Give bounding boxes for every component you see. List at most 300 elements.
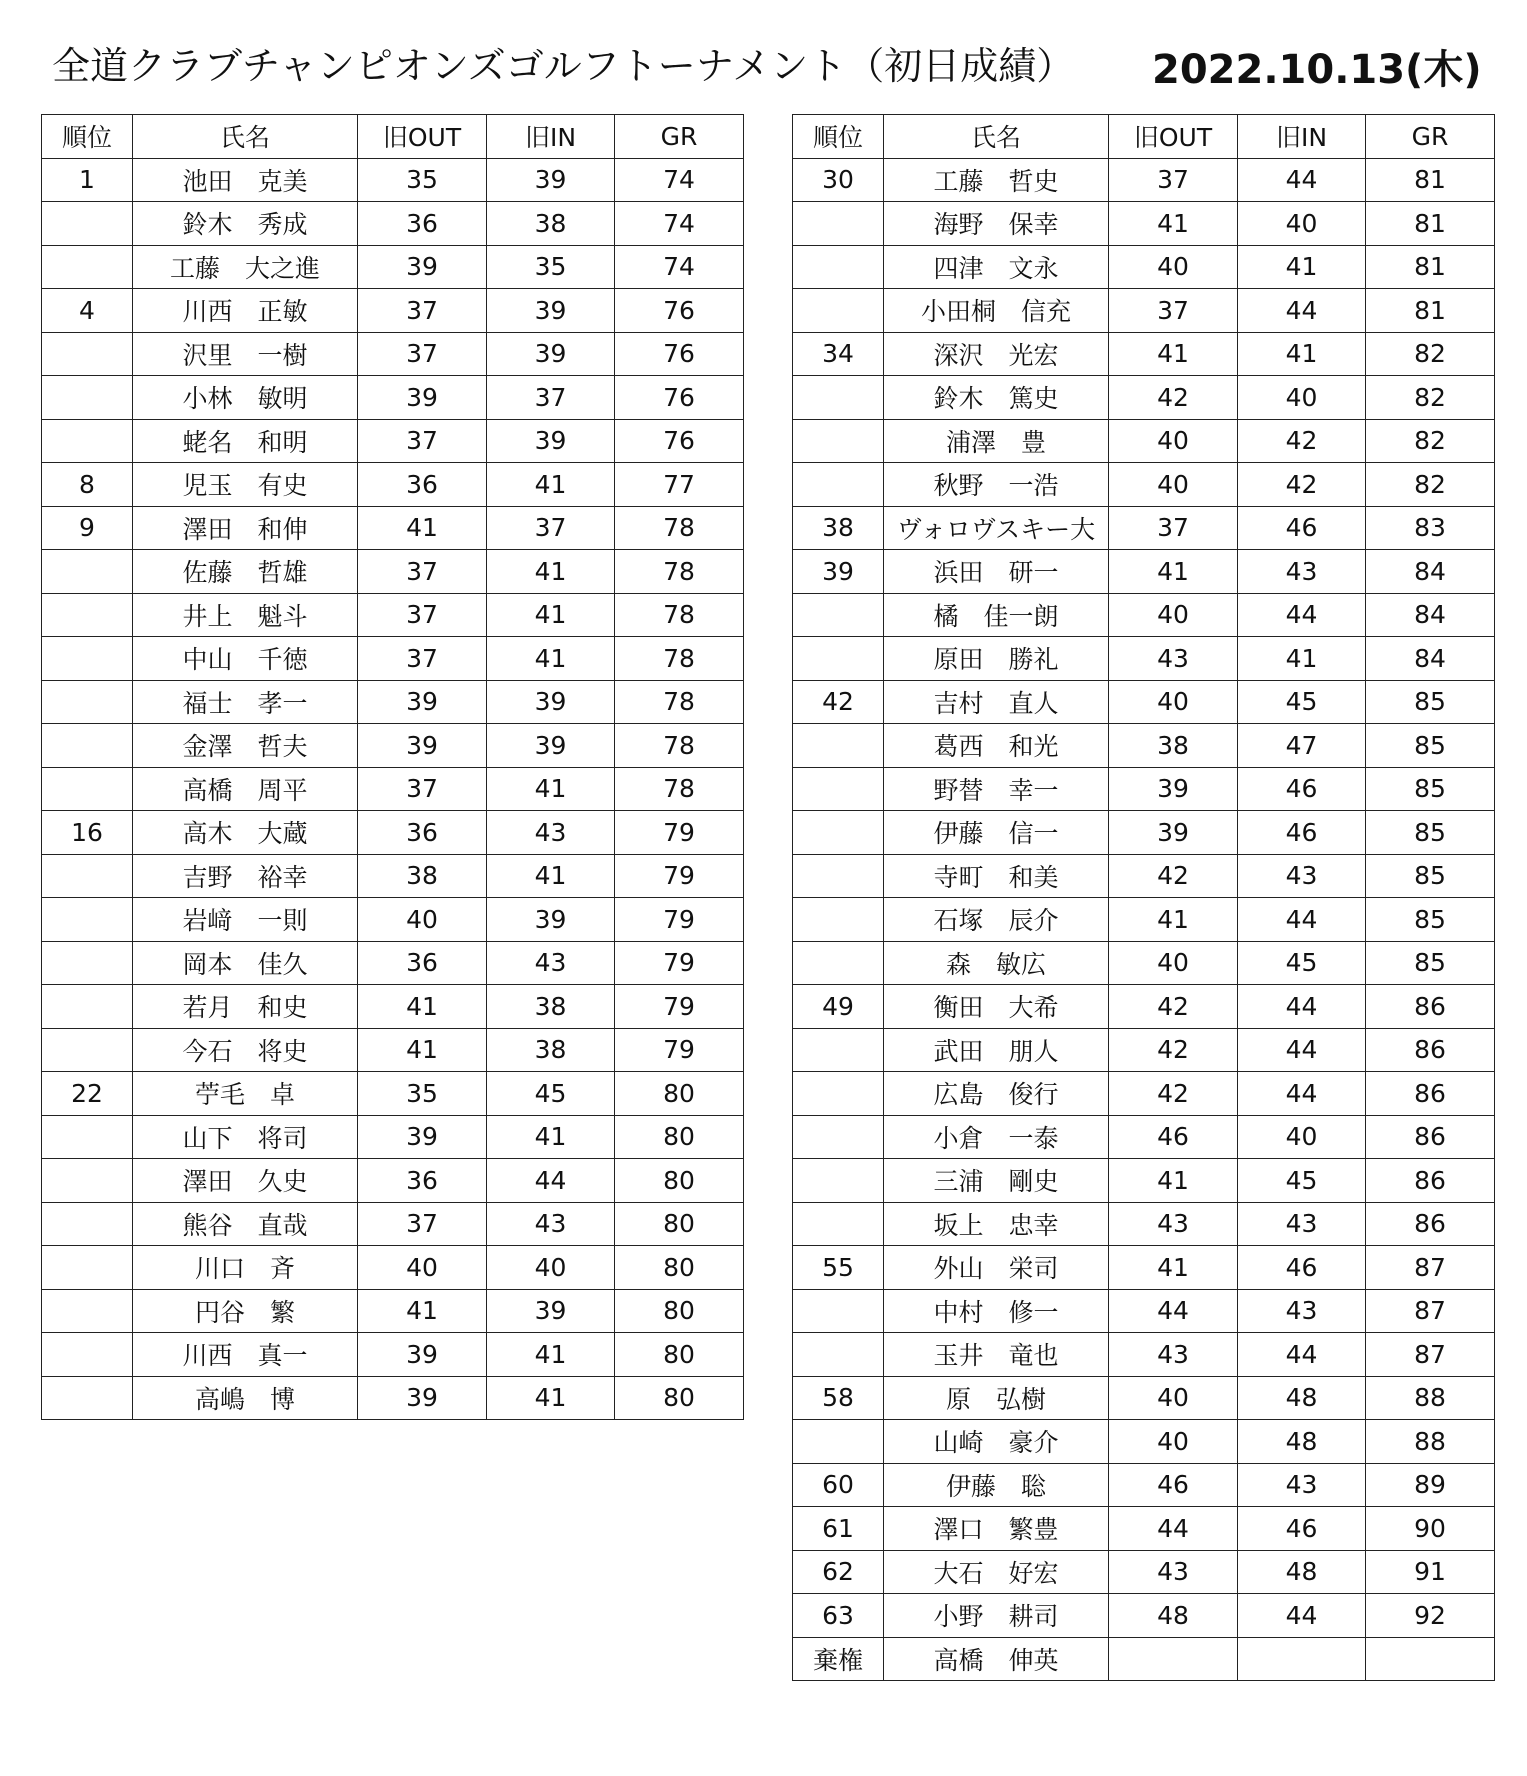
- rank-cell: [42, 1115, 133, 1159]
- name-cell: 三浦 剛史: [884, 1159, 1109, 1203]
- rank-cell: [42, 332, 133, 376]
- rank-cell: 58: [793, 1376, 884, 1420]
- name-cell: 四津 文永: [884, 245, 1109, 289]
- out-score-cell: 40: [358, 1246, 487, 1290]
- rank-cell: 34: [793, 332, 884, 376]
- rank-cell: [793, 376, 884, 420]
- table-row: [42, 811, 744, 855]
- rank-cell: [42, 637, 133, 681]
- in-score-cell: 43: [487, 811, 615, 855]
- gross-score-cell: 85: [1366, 724, 1495, 768]
- out-score-cell: 36: [358, 1159, 487, 1203]
- name-cell: 井上 魁斗: [133, 593, 358, 637]
- table-row: [42, 1289, 744, 1333]
- rank-cell: 39: [793, 550, 884, 594]
- name-cell: 原 弘樹: [884, 1376, 1109, 1420]
- gross-score-cell: 76: [615, 419, 744, 463]
- gross-score-cell: 79: [615, 898, 744, 942]
- table-row: [793, 1028, 1495, 1072]
- header-rank: 順位: [793, 115, 884, 159]
- rank-cell: [793, 724, 884, 768]
- gross-score-cell: 78: [615, 593, 744, 637]
- table-row: [793, 767, 1495, 811]
- out-score-cell: 40: [1109, 1376, 1238, 1420]
- table-row: [793, 1420, 1495, 1464]
- name-cell: 川口 斉: [133, 1246, 358, 1290]
- rank-cell: [42, 376, 133, 420]
- name-cell: 岩﨑 一則: [133, 898, 358, 942]
- in-score-cell: 43: [487, 1202, 615, 1246]
- rank-cell: [42, 1202, 133, 1246]
- name-cell: 熊谷 直哉: [133, 1202, 358, 1246]
- gross-score-cell: 80: [615, 1289, 744, 1333]
- name-cell: 池田 克美: [133, 158, 358, 202]
- results-table-left: [41, 114, 744, 1420]
- out-score-cell: 37: [358, 419, 487, 463]
- rank-cell: [793, 202, 884, 246]
- name-cell: 葛西 和光: [884, 724, 1109, 768]
- table-row: [793, 419, 1495, 463]
- in-score-cell: 40: [487, 1246, 615, 1290]
- in-score-cell: 39: [487, 680, 615, 724]
- gross-score-cell: 74: [615, 245, 744, 289]
- out-score-cell: 41: [1109, 1246, 1238, 1290]
- gross-score-cell: 74: [615, 202, 744, 246]
- header-gr: GR: [615, 115, 744, 159]
- name-cell: 海野 保幸: [884, 202, 1109, 246]
- in-score-cell: 44: [1238, 1594, 1366, 1638]
- table-row: [42, 1376, 744, 1420]
- out-score-cell: 35: [358, 1072, 487, 1116]
- table-row: [42, 463, 744, 507]
- header-in: 旧IN: [1238, 115, 1366, 159]
- rank-cell: [42, 1376, 133, 1420]
- rank-cell: [42, 767, 133, 811]
- table-row: [793, 376, 1495, 420]
- out-score-cell: 41: [1109, 898, 1238, 942]
- name-cell: 高橋 伸英: [884, 1637, 1109, 1681]
- table-row: [793, 1159, 1495, 1203]
- rank-cell: 42: [793, 680, 884, 724]
- out-score-cell: 42: [1109, 854, 1238, 898]
- in-score-cell: 35: [487, 245, 615, 289]
- gross-score-cell: 91: [1366, 1550, 1495, 1594]
- out-score-cell: 39: [358, 376, 487, 420]
- out-score-cell: 41: [1109, 332, 1238, 376]
- gross-score-cell: 80: [615, 1376, 744, 1420]
- rank-cell: 38: [793, 506, 884, 550]
- header-row: [793, 115, 1495, 159]
- gross-score-cell: 86: [1366, 1159, 1495, 1203]
- gross-score-cell: 81: [1366, 202, 1495, 246]
- rank-cell: [42, 1333, 133, 1377]
- table-row: [793, 1289, 1495, 1333]
- gross-score-cell: 88: [1366, 1420, 1495, 1464]
- in-score-cell: 41: [487, 854, 615, 898]
- out-score-cell: 41: [1109, 1159, 1238, 1203]
- in-score-cell: 37: [487, 376, 615, 420]
- out-score-cell: 36: [358, 202, 487, 246]
- in-score-cell: 44: [1238, 985, 1366, 1029]
- rank-cell: 9: [42, 506, 133, 550]
- in-score-cell: 43: [1238, 550, 1366, 594]
- name-cell: 坂上 忠幸: [884, 1202, 1109, 1246]
- gross-score-cell: 84: [1366, 637, 1495, 681]
- rank-cell: [793, 1333, 884, 1377]
- gross-score-cell: 82: [1366, 332, 1495, 376]
- table-row: [793, 289, 1495, 333]
- name-cell: 寺町 和美: [884, 854, 1109, 898]
- table-row: [793, 506, 1495, 550]
- name-cell: 鈴木 篤史: [884, 376, 1109, 420]
- out-score-cell: 37: [1109, 289, 1238, 333]
- table-row: [793, 245, 1495, 289]
- table-row: [793, 202, 1495, 246]
- out-score-cell: 41: [358, 1028, 487, 1072]
- name-cell: 澤田 和伸: [133, 506, 358, 550]
- gross-score-cell: 85: [1366, 680, 1495, 724]
- out-score-cell: 43: [1109, 637, 1238, 681]
- page-title: 全道クラブチャンピオンズゴルフトーナメント（初日成績）: [52, 44, 1075, 88]
- gross-score-cell: 78: [615, 680, 744, 724]
- rank-cell: [793, 1115, 884, 1159]
- rank-cell: [793, 1072, 884, 1116]
- table-row: [42, 941, 744, 985]
- table-row: [793, 1637, 1495, 1681]
- rank-cell: [793, 1420, 884, 1464]
- name-cell: 森 敏広: [884, 941, 1109, 985]
- event-date: 2022.10.13(木): [1152, 47, 1482, 93]
- table-row: [793, 941, 1495, 985]
- rank-cell: [793, 1159, 884, 1203]
- in-score-cell: 39: [487, 1289, 615, 1333]
- gross-score-cell: 76: [615, 376, 744, 420]
- in-score-cell: 45: [487, 1072, 615, 1116]
- in-score-cell: 44: [1238, 1333, 1366, 1377]
- out-score-cell: 41: [1109, 550, 1238, 594]
- gross-score-cell: 80: [615, 1072, 744, 1116]
- gross-score-cell: 88: [1366, 1376, 1495, 1420]
- in-score-cell: 42: [1238, 419, 1366, 463]
- rank-cell: [42, 680, 133, 724]
- results-body-left: [42, 158, 744, 1420]
- gross-score-cell: 82: [1366, 463, 1495, 507]
- rank-cell: [42, 1159, 133, 1203]
- rank-cell: [42, 854, 133, 898]
- in-score-cell: 41: [487, 593, 615, 637]
- table-row: [42, 419, 744, 463]
- in-score-cell: 39: [487, 158, 615, 202]
- name-cell: 衡田 大希: [884, 985, 1109, 1029]
- rank-cell: [793, 245, 884, 289]
- name-cell: 秋野 一浩: [884, 463, 1109, 507]
- rank-cell: [42, 724, 133, 768]
- name-cell: 浦澤 豊: [884, 419, 1109, 463]
- in-score-cell: 48: [1238, 1376, 1366, 1420]
- header-out: 旧OUT: [1109, 115, 1238, 159]
- name-cell: 外山 栄司: [884, 1246, 1109, 1290]
- in-score-cell: 41: [1238, 332, 1366, 376]
- name-cell: 吉村 直人: [884, 680, 1109, 724]
- header-rank: 順位: [42, 115, 133, 159]
- name-cell: 小野 耕司: [884, 1594, 1109, 1638]
- in-score-cell: 41: [487, 463, 615, 507]
- rank-cell: 4: [42, 289, 133, 333]
- out-score-cell: 37: [358, 550, 487, 594]
- in-score-cell: 41: [487, 550, 615, 594]
- in-score-cell: 44: [1238, 593, 1366, 637]
- rank-cell: [42, 941, 133, 985]
- table-row: [793, 1202, 1495, 1246]
- table-row: [42, 506, 744, 550]
- rank-cell: [793, 1202, 884, 1246]
- out-score-cell: 41: [1109, 202, 1238, 246]
- out-score-cell: 42: [1109, 1072, 1238, 1116]
- in-score-cell: 46: [1238, 1246, 1366, 1290]
- in-score-cell: 41: [487, 1115, 615, 1159]
- rank-cell: [42, 1028, 133, 1072]
- in-score-cell: 41: [487, 767, 615, 811]
- rank-cell: 55: [793, 1246, 884, 1290]
- out-score-cell: 41: [358, 985, 487, 1029]
- rank-cell: 61: [793, 1507, 884, 1551]
- table-row: [793, 1333, 1495, 1377]
- rank-cell: 棄権: [793, 1637, 884, 1681]
- in-score-cell: 44: [487, 1159, 615, 1203]
- gross-score-cell: 86: [1366, 1028, 1495, 1072]
- table-row: [793, 463, 1495, 507]
- name-cell: 岡本 佳久: [133, 941, 358, 985]
- name-cell: 小田桐 信充: [884, 289, 1109, 333]
- in-score-cell: 44: [1238, 898, 1366, 942]
- in-score-cell: 44: [1238, 1072, 1366, 1116]
- out-score-cell: 39: [358, 1333, 487, 1377]
- table-row: [793, 1507, 1495, 1551]
- in-score-cell: 39: [487, 289, 615, 333]
- out-score-cell: 41: [358, 1289, 487, 1333]
- rank-cell: [793, 637, 884, 681]
- name-cell: 伊藤 信一: [884, 811, 1109, 855]
- in-score-cell: 47: [1238, 724, 1366, 768]
- rank-cell: [42, 985, 133, 1029]
- in-score-cell: 40: [1238, 202, 1366, 246]
- gross-score-cell: 87: [1366, 1333, 1495, 1377]
- rank-cell: [42, 1289, 133, 1333]
- name-cell: 中山 千徳: [133, 637, 358, 681]
- gross-score-cell: 87: [1366, 1289, 1495, 1333]
- name-cell: ヴォロヴスキー大: [884, 506, 1109, 550]
- rank-cell: 49: [793, 985, 884, 1029]
- name-cell: 澤口 繁豊: [884, 1507, 1109, 1551]
- name-cell: 大石 好宏: [884, 1550, 1109, 1594]
- rank-cell: 62: [793, 1550, 884, 1594]
- in-score-cell: 44: [1238, 289, 1366, 333]
- gross-score-cell: 86: [1366, 985, 1495, 1029]
- table-row: [42, 332, 744, 376]
- name-cell: 苧毛 卓: [133, 1072, 358, 1116]
- rank-cell: [793, 419, 884, 463]
- out-score-cell: 43: [1109, 1333, 1238, 1377]
- table-row: [42, 289, 744, 333]
- in-score-cell: 39: [487, 898, 615, 942]
- gross-score-cell: 85: [1366, 854, 1495, 898]
- table-row: [793, 898, 1495, 942]
- rank-cell: [793, 941, 884, 985]
- rank-cell: [793, 854, 884, 898]
- name-cell: 小林 敏明: [133, 376, 358, 420]
- rank-cell: [42, 1246, 133, 1290]
- table-row: [793, 985, 1495, 1029]
- out-score-cell: 37: [358, 637, 487, 681]
- out-score-cell: 41: [358, 506, 487, 550]
- in-score-cell: 45: [1238, 680, 1366, 724]
- out-score-cell: 36: [358, 811, 487, 855]
- out-score-cell: 40: [1109, 941, 1238, 985]
- name-cell: 高橋 周平: [133, 767, 358, 811]
- table-row: [793, 550, 1495, 594]
- out-score-cell: 38: [358, 854, 487, 898]
- in-score-cell: 48: [1238, 1420, 1366, 1464]
- rank-cell: 30: [793, 158, 884, 202]
- out-score-cell: 39: [1109, 767, 1238, 811]
- in-score-cell: 44: [1238, 158, 1366, 202]
- rank-cell: 22: [42, 1072, 133, 1116]
- name-cell: 佐藤 哲雄: [133, 550, 358, 594]
- out-score-cell: 37: [358, 593, 487, 637]
- table-row: [793, 158, 1495, 202]
- rank-cell: [793, 767, 884, 811]
- in-score-cell: 39: [487, 724, 615, 768]
- table-row: [793, 637, 1495, 681]
- out-score-cell: 36: [358, 463, 487, 507]
- out-score-cell: 48: [1109, 1594, 1238, 1638]
- header-gr: GR: [1366, 115, 1495, 159]
- table-row: [42, 593, 744, 637]
- out-score-cell: 46: [1109, 1463, 1238, 1507]
- in-score-cell: 41: [487, 1333, 615, 1377]
- header-out: 旧OUT: [358, 115, 487, 159]
- out-score-cell: 40: [1109, 463, 1238, 507]
- table-row: [42, 376, 744, 420]
- out-score-cell: 42: [1109, 376, 1238, 420]
- header-name: 氏名: [884, 115, 1109, 159]
- table-row: [793, 1072, 1495, 1116]
- in-score-cell: 42: [1238, 463, 1366, 507]
- rank-cell: 63: [793, 1594, 884, 1638]
- out-score-cell: 39: [358, 680, 487, 724]
- rank-cell: 8: [42, 463, 133, 507]
- table-row: [42, 1115, 744, 1159]
- rank-cell: [42, 898, 133, 942]
- out-score-cell: 39: [358, 1115, 487, 1159]
- table-row: [793, 593, 1495, 637]
- in-score-cell: 37: [487, 506, 615, 550]
- out-score-cell: 35: [358, 158, 487, 202]
- name-cell: 武田 朋人: [884, 1028, 1109, 1072]
- gross-score-cell: 92: [1366, 1594, 1495, 1638]
- rank-cell: [793, 289, 884, 333]
- name-cell: 浜田 研一: [884, 550, 1109, 594]
- gross-score-cell: 85: [1366, 941, 1495, 985]
- out-score-cell: 42: [1109, 985, 1238, 1029]
- table-row: [42, 1202, 744, 1246]
- gross-score-cell: 82: [1366, 419, 1495, 463]
- name-cell: 小倉 一泰: [884, 1115, 1109, 1159]
- table-row: [42, 1246, 744, 1290]
- gross-score-cell: 76: [615, 332, 744, 376]
- gross-score-cell: 90: [1366, 1507, 1495, 1551]
- out-score-cell: 38: [1109, 724, 1238, 768]
- out-score-cell: 37: [1109, 506, 1238, 550]
- name-cell: 深沢 光宏: [884, 332, 1109, 376]
- in-score-cell: 38: [487, 985, 615, 1029]
- header-row: [42, 115, 744, 159]
- out-score-cell: 39: [358, 724, 487, 768]
- out-score-cell: 40: [1109, 680, 1238, 724]
- table-row: [42, 158, 744, 202]
- table-row: [793, 332, 1495, 376]
- rank-cell: [793, 463, 884, 507]
- out-score-cell: 37: [1109, 158, 1238, 202]
- gross-score-cell: 78: [615, 550, 744, 594]
- name-cell: 川西 正敏: [133, 289, 358, 333]
- gross-score-cell: 78: [615, 506, 744, 550]
- table-row: [42, 1159, 744, 1203]
- out-score-cell: 39: [1109, 811, 1238, 855]
- in-score-cell: 46: [1238, 506, 1366, 550]
- table-row: [793, 724, 1495, 768]
- rank-cell: [793, 811, 884, 855]
- rank-cell: [793, 1289, 884, 1333]
- table-row: [42, 245, 744, 289]
- gross-score-cell: 80: [615, 1333, 744, 1377]
- name-cell: 高木 大蔵: [133, 811, 358, 855]
- rank-cell: 60: [793, 1463, 884, 1507]
- table-row: [793, 811, 1495, 855]
- name-cell: 石塚 辰介: [884, 898, 1109, 942]
- table-row: [42, 1333, 744, 1377]
- name-cell: 山崎 豪介: [884, 1420, 1109, 1464]
- in-score-cell: 43: [1238, 1463, 1366, 1507]
- gross-score-cell: 86: [1366, 1115, 1495, 1159]
- name-cell: 工藤 大之進: [133, 245, 358, 289]
- name-cell: 若月 和史: [133, 985, 358, 1029]
- rank-cell: [42, 245, 133, 289]
- out-score-cell: [1109, 1637, 1238, 1681]
- rank-cell: [793, 593, 884, 637]
- rank-cell: [42, 593, 133, 637]
- table-row: [42, 1072, 744, 1116]
- in-score-cell: 46: [1238, 1507, 1366, 1551]
- gross-score-cell: 86: [1366, 1072, 1495, 1116]
- name-cell: 金澤 哲夫: [133, 724, 358, 768]
- out-score-cell: 44: [1109, 1289, 1238, 1333]
- table-row: [793, 1115, 1495, 1159]
- table-row: [42, 767, 744, 811]
- out-score-cell: 36: [358, 941, 487, 985]
- in-score-cell: 43: [1238, 1289, 1366, 1333]
- out-score-cell: 37: [358, 332, 487, 376]
- table-row: [793, 1246, 1495, 1290]
- gross-score-cell: 78: [615, 767, 744, 811]
- in-score-cell: 40: [1238, 1115, 1366, 1159]
- gross-score-cell: 79: [615, 985, 744, 1029]
- table-row: [793, 680, 1495, 724]
- in-score-cell: 38: [487, 1028, 615, 1072]
- in-score-cell: 40: [1238, 376, 1366, 420]
- gross-score-cell: 79: [615, 941, 744, 985]
- out-score-cell: 39: [358, 245, 487, 289]
